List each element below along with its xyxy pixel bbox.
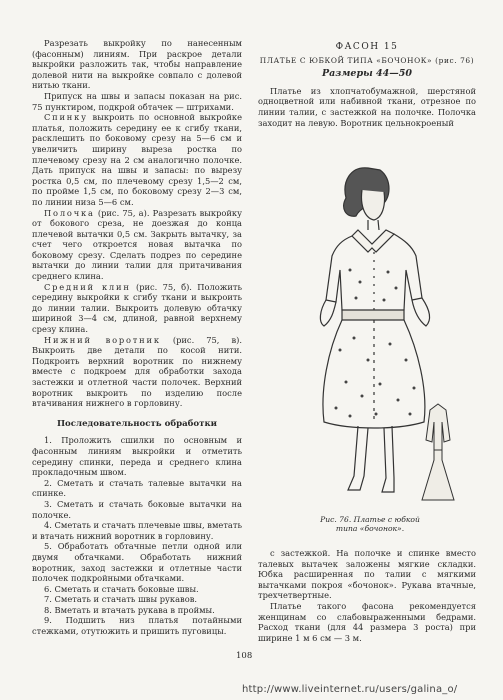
paragraph-collar: [32, 335, 242, 409]
right-column: [258, 42, 476, 128]
paragraph-front-text: (рис. 75, а). Разрезать выкройку от бокового среза, не доезжая до конца плечевой вытачки 0,5 см. Закрыть вытачку, за счет чего откроется новая вытачка по боковому срезу. Сделать подрез по середине вытачки до линии талии для притачивания среднего клина.: [32, 207, 242, 282]
paragraph-gusset-text: (рис. 75, б). Положить середину выкройки к сгибу ткани и выкроить до линии талии. Выкроить долевую обтачку шириной 3—4 см, длиной, равной верхнему срезу клина.: [32, 281, 242, 335]
paragraph-cutting: Разрезать выкройку по нанесенным (фасонным) линиям. При раскрое детали выкройки разложить так, чтобы направление долевой нити на выкройке совпало с долевой нитью ткани.: [32, 38, 242, 91]
watermark-url: http://www.liveinternet.ru/users/galina_o/: [242, 684, 458, 695]
step-item: 8. Вметать и втачать рукава в проймы.: [44, 604, 215, 615]
step-item: 4. Сметать и стачать плечевые швы, вметать и втачать нижний воротник в горловину.: [32, 520, 242, 541]
section-heading: Последовательность обработки: [56, 418, 218, 429]
step-item: 3. Сметать и стачать боковые вытачки на полочке.: [32, 498, 242, 520]
step-item: 2. Сметать и стачать талевые вытачки на спинке.: [32, 477, 242, 499]
step-item: 7. Сметать и стачать швы рукавов.: [44, 594, 197, 605]
style-title: ФАСОН 15: [335, 42, 399, 52]
sizes-label: Размеры 44—50: [322, 68, 412, 80]
dress-illustration: [280, 160, 480, 510]
paragraph-continuation: с застежкой. На полочке и спинке вместо талевых вытачек заложены мягкие складки. Юбка расширенная по талии с мягкими вытачками покроя «бочонок». Рукава втачные, трехчетвертные.: [258, 548, 476, 601]
paragraph-back-text: выкроить по основной выкройке платья, положить середину ее к сгибу ткани, расклешить по боковому срезу на 5—6 см и увеличить ширину выреза ростка по плечевому срезу на 2 см аналогично полочке. Дать припуск на швы и запасы: по вырезу ростка 0,5 см, по плечевому срезу 1,5—2 см, по пройме 1,5 см, по боковому срезу 2—3 см, по линии низа 5—6 см.: [32, 112, 242, 207]
term-front: Полочка: [44, 207, 95, 218]
paragraph-allowance: Припуск на швы и запасы показан на рис. 75 пунктиром, подкрой обтачек — штрихами.: [32, 90, 242, 112]
caption-line-2: типа «бочонок».: [335, 524, 405, 533]
style-subtitle: ПЛАТЬЕ С ЮБКОЙ ТИПА «БОЧОНОК» (рис. 76): [259, 55, 475, 65]
term-back: Спинку: [44, 112, 88, 123]
step-item: 9. Подшить низ платья потайными стежками, отутюжить и пришить пуговицы.: [32, 615, 242, 637]
fabric-print: [335, 269, 416, 418]
paragraph-collar-text: (рис. 75, в). Выкроить две детали по косой нити. Подкроить верхний воротник по нижнему вместе с подкроем для обработки захода застежки и отлетной части полочек. Верхний воротник выкроить по изделию после втачивания нижнего в горловину.: [32, 334, 243, 409]
paragraph-description: Платье из хлопчатобумажной, шерстяной одноцветной или набивной ткани, отрезное по линии талии, с застежкой на полочке. Полочка заходит на левую. Воротник цельнокроеный: [258, 85, 476, 128]
term-gusset: Средний клин: [44, 281, 131, 292]
steps-list: [32, 435, 242, 636]
right-bottom-text: [258, 548, 476, 643]
left-column: [32, 38, 242, 637]
paragraph-recommendation: Платье такого фасона рекомендуется женщинам со слабовыраженными бедрами. Расход ткани (для 44 размера 3 роста) при ширине 1 м 6 см — 3 м.: [258, 600, 476, 643]
step-item: 5. Обработать обтачные петли одной или двумя обтачками. Обработать нижний воротник, заход застежки и отлетные части полочек подкройными обтачками.: [32, 541, 242, 584]
step-item: 6. Сметать и стачать боковые швы.: [44, 583, 199, 594]
step-item: 1. Проложить сшилки по основным и фасонным линиям выкройки и отметить середину спинки, переда и среднего клина прокладочным швом.: [32, 435, 242, 478]
paragraph-front: [32, 208, 242, 282]
paragraph-back: [32, 112, 242, 207]
page-number: 108: [236, 651, 253, 661]
caption-line-1: Рис. 76. Платье с юбкой: [320, 515, 420, 524]
figure-outline: [320, 168, 429, 492]
back-view-figure: [422, 404, 454, 500]
term-collar: Нижний воротник: [44, 334, 161, 345]
figure-caption: [310, 515, 430, 533]
paragraph-gusset: [32, 282, 242, 335]
